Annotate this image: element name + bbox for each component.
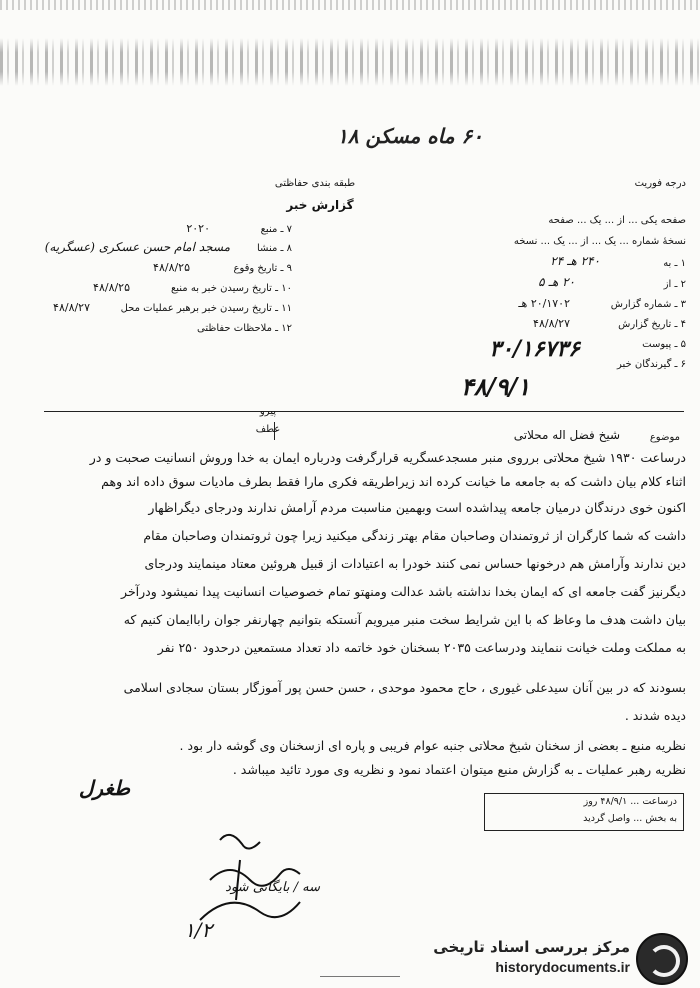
field-report-number-value: ۲۰/۱۷۰۲ هـ: [518, 297, 570, 310]
field-to-value: ۲۴۰ هـ ۲۴: [550, 254, 600, 268]
field-attachment-label: ۵ ـ پیوست: [642, 339, 686, 350]
subject-rule: [44, 411, 684, 412]
watermark-title: مرکز بررسی اسناد تاریخی: [433, 938, 630, 956]
archive-logo-icon: [636, 933, 688, 985]
field-report-number-label: ۳ ـ شماره گزارش: [610, 299, 686, 310]
report-title: گزارش خبر: [286, 198, 354, 212]
page-count-line: صفحه یکی ... از ... یک ... صفحه: [548, 215, 686, 226]
handwritten-note-number: ۱/۲: [184, 918, 213, 942]
watermark-url: historydocuments.ir: [495, 959, 630, 975]
subject-label: موضوع: [649, 432, 680, 443]
receipt-stamp-line-2: به بخش ... واصل گردید: [583, 813, 677, 824]
body-line-7: بیان داشت هدف ما وعاظ که با این شرایط سخت منبر میرویم آنستکه بتوانیم چهارنفر جوان راباایمان کنیم که: [123, 612, 686, 627]
scan-noise-top: [0, 0, 700, 10]
classification-label: طبقه بندی حفاظتی: [274, 178, 356, 189]
copy-count-line: نسخهٔ شماره ... یک ... از ... یک ... نسخه: [513, 236, 686, 247]
handwritten-note-strokes: [180, 820, 330, 980]
scan-noise-band: [0, 38, 700, 86]
registration-date-handwritten: ۴۸/۹/۱: [460, 372, 530, 401]
field-origin-value: مسجد امام حسن عسکری (عسگریه): [44, 240, 230, 254]
reference-label: عطف: [255, 424, 281, 435]
field-source-received-value: ۴۸/۸/۲۵: [93, 281, 130, 294]
body-line-10: دیده شدند .: [624, 708, 686, 723]
top-handwritten-heading: ۶۰ ماه مسکن ۱۸: [337, 124, 483, 148]
field-security-notes-label: ۱۲ ـ ملاحظات حفاظتی: [197, 323, 292, 334]
field-source-label: ۷ ـ منبع: [260, 224, 292, 235]
receipt-stamp: [484, 793, 684, 831]
field-occurrence-date-value: ۴۸/۸/۲۵: [153, 261, 190, 274]
field-report-date-label: ۴ ـ تاریخ گزارش: [618, 319, 686, 330]
source-opinion: نظریه منبع ـ بعضی از سخنان شیخ محلاتی جنبه عوام فریبی و پاره ای ازسخنان وی گوشه دار بود .: [179, 738, 686, 753]
field-report-date-value: ۴۸/۸/۲۷: [533, 317, 570, 330]
field-origin-label: ۸ ـ منشا: [256, 243, 292, 254]
bottom-rule: [320, 976, 400, 977]
field-from-label: ۲ ـ از: [663, 279, 686, 290]
field-leader-received-label: ۱۱ ـ تاریخ رسیدن خبر برهبر عملیات محل: [120, 303, 292, 314]
body-line-5: دین ندارند وآرامش هم درخونها حساس نمی کنند خودرا به اعتیادات از قبیل هروئین معتاد مینمایند ودرجای: [144, 556, 686, 571]
body-line-8: به مملکت وملت خیانت ننمایند ودرساعت ۲۰۳۵ بسخنان خود خاتمه داد تعداد مستمعین درحدود ۲۵۰ نفر: [157, 640, 686, 655]
officer-signature: طغرل: [78, 776, 130, 800]
receipt-stamp-line-1: درساعت ... ۴۸/۹/۱ روز: [583, 796, 677, 807]
body-line-4: داشت که شما کارگران از ثروتمندان وصاحبان مقام بهتر زندگی میکنید زیرا چون ثروتمندان وصاحبان مقام: [143, 528, 686, 543]
field-source-value: ۲۰۲۰: [186, 222, 210, 235]
body-line-9: بسودند که در بین آنان سیدعلی غیوری ، حاج محمود موحدی ، حسن حسن پور آموزگار بستان سجادی اسلامی: [123, 680, 686, 695]
field-to-label: ۱ ـ به: [663, 258, 686, 269]
field-source-received-label: ۱۰ ـ تاریخ رسیدن خبر به منبع: [170, 283, 292, 294]
field-recipients-label: ۶ ـ گیرندگان خبر: [616, 359, 686, 370]
operations-leader-opinion: نظریه رهبر عملیات ـ به گزارش منبع میتوان اعتماد نمود و نظریه وی مورد تائید میباشد .: [232, 762, 686, 777]
registration-number-handwritten: ۳۰/۱۶۷۳۶: [489, 336, 580, 362]
subject-value: شیخ فضل اله محلاتی: [513, 428, 620, 442]
reference-value: پیرو: [259, 406, 277, 417]
field-occurrence-date-label: ۹ ـ تاریخ وقوع: [233, 263, 292, 274]
urgency-label: درجه فوریت: [634, 178, 686, 189]
body-line-6: دیگرنیز گفت جامعه ای که ایمان بخدا نداشته باشد عدالت ومنهتو تمام خصوصیات انسانیت پیدا نمیشود ودرآخر: [121, 584, 686, 599]
body-line-3: اکنون خوی درندگان درمیان جامعه پیداشده است وبهمین مناسبت مردم آرامش ندارند ودرجای دیگراظهار: [148, 500, 686, 515]
field-from-value: ۲۰ هـ ۵: [538, 275, 575, 289]
body-line-1: درساعت ۱۹۳۰ شیخ محلاتی برروی منبر مسجدعسگریه قرارگرفت ودرباره ایمان به خدا وروش انسانیت صحبت و در: [89, 450, 686, 465]
field-leader-received-value: ۴۸/۸/۲۷: [53, 301, 90, 314]
handwritten-file-note: سه / بایگانی شود: [225, 880, 320, 895]
body-line-2: اثناء کلام بیان داشت که به جامعه ما خیانت کرده اند زیراطریقه فکری مارا فقط بطرف مادیات سوق داده اند وهم: [101, 474, 686, 489]
